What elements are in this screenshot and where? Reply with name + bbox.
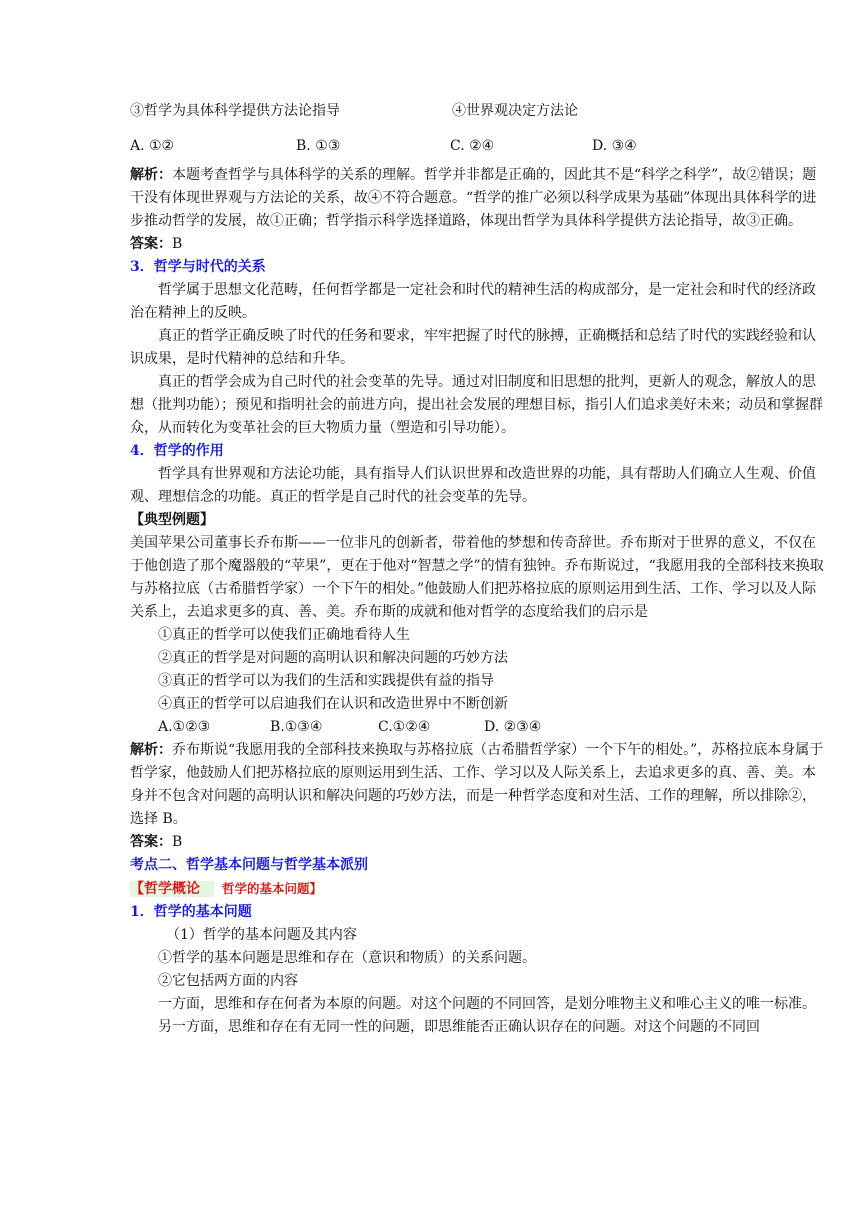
q1-options-row bbox=[130, 135, 825, 158]
kp2-content-1: ①哲学的基本问题是思维和存在（意识和物质）的关系问题。 bbox=[158, 950, 536, 966]
q1-option-b: B. ①③ bbox=[296, 138, 341, 154]
kp2-heading: 考点二、哲学基本问题与哲学基本派别 bbox=[130, 857, 368, 873]
q1-answer bbox=[130, 233, 825, 256]
q1-option-c: C. ②④ bbox=[450, 138, 495, 154]
q1-statement-3: ③哲学为具体科学提供方法论指导 bbox=[130, 103, 340, 119]
example-options-row bbox=[130, 716, 825, 739]
section-3-paragraph-1: 哲学属于思想文化范畴，任何哲学都是一定社会和时代的精神生活的构成部分，是一定社会和时代的经济政治在精神上的反映。 bbox=[130, 282, 816, 321]
q1-analysis-text: 本题考查哲学与具体科学的关系的理解。哲学并非都是正确的，因此其不是“科学之科学”，故②错误；题干没有体现世界观与方法论的关系，故④不符合题意。“哲学的推广必须以科学成果为基础”体现出具体科学的进步推动哲学的发展，故①正确；哲学指示科学选择道路，体现出哲学为具体科学提供方法论指导，故③正确。 bbox=[130, 167, 817, 229]
example-answer-label: 答案： bbox=[130, 834, 172, 850]
section-3-heading: 3．哲学与时代的关系 bbox=[130, 259, 266, 275]
example-analysis bbox=[130, 739, 825, 831]
example-analysis-text: 乔布斯说“我愿用我的全部科技来换取与苏格拉底（古希腊哲学家）一个下午的相处。”，苏格拉底本身属于哲学家，他鼓励人们把苏格拉底的原则运用到生活、工作、学习以及人际关系上，去追求更多的真、善、美。本身并不包含对问题的高明认识和解决问题的巧妙方法，而是一种哲学态度和对生活、工作的理解，所以排除②，选择 B。 bbox=[130, 742, 824, 827]
example-statement-2: ②真正的哲学是对问题的高明认识和解决问题的巧妙方法 bbox=[158, 650, 508, 666]
example-heading: 【典型例题】 bbox=[130, 512, 214, 528]
section-4-heading: 4．哲学的作用 bbox=[130, 443, 224, 459]
kp2-paragraph-2: 另一方面，思维和存在有无同一性的问题，即思维能否正确认识存在的问题。对这个问题的不同回 bbox=[158, 1019, 760, 1035]
q1-statement-4: ④世界观决定方法论 bbox=[452, 103, 578, 119]
kp2-content-2: ②它包括两方面的内容 bbox=[158, 973, 298, 989]
kp2-paragraph-1: 一方面，思维和存在何者为本原的问题。对这个问题的不同回答，是划分唯物主义和唯心主义的唯一标准。 bbox=[158, 996, 816, 1012]
example-option-b: B.①③④ bbox=[270, 719, 323, 735]
q1-analysis-label: 解析： bbox=[130, 167, 172, 183]
example-statement-1: ①真正的哲学可以使我们正确地看待人生 bbox=[158, 627, 410, 643]
example-statement-3: ③真正的哲学可以为我们的生活和实践提供有益的指导 bbox=[158, 673, 494, 689]
example-option-c: C.①②④ bbox=[378, 719, 431, 735]
example-answer bbox=[130, 831, 825, 854]
section-4-paragraph-1: 哲学具有世界观和方法论功能，具有指导人们认识世界和改造世界的功能，具有帮助人们确立人生观、价值观、理想信念的功能。真正的哲学是自己时代的社会变革的先导。 bbox=[130, 466, 816, 505]
kp2-tag bbox=[130, 877, 825, 901]
q1-statements-row bbox=[130, 100, 825, 123]
document-page bbox=[130, 100, 825, 1039]
example-analysis-label: 解析： bbox=[130, 742, 172, 758]
q1-option-d: D. ③④ bbox=[592, 138, 637, 154]
q1-answer-value: B bbox=[172, 236, 183, 252]
example-statement-4: ④真正的哲学可以启迪我们在认识和改造世界中不断创新 bbox=[158, 696, 508, 712]
q1-answer-label: 答案： bbox=[130, 236, 172, 252]
kp2-subheading-1: 1．哲学的基本问题 bbox=[130, 904, 252, 920]
example-answer-value: B bbox=[172, 834, 183, 850]
kp2-sub-1: （1）哲学的基本问题及其内容 bbox=[166, 927, 357, 943]
example-option-a: A.①②③ bbox=[158, 719, 211, 735]
section-3-paragraph-3: 真正的哲学会成为自己时代的社会变革的先导。通过对旧制度和旧思想的批判，更新人的观念，解放人的思想（批判功能）；预见和指明社会的前进方向，提出社会发展的理想目标，指引人们追求美好未来；动员和掌握群众，从而转化为变革社会的巨大物质力量（塑造和引导功能）。 bbox=[130, 374, 823, 436]
section-3-paragraph-2: 真正的哲学正确反映了时代的任务和要求，牢牢把握了时代的脉搏，正确概括和总结了时代的实践经验和认识成果，是时代精神的总结和升华。 bbox=[130, 328, 816, 367]
q1-option-a: A. ①② bbox=[130, 138, 175, 154]
kp2-tag-sub: 哲学的基本问题】 bbox=[222, 881, 323, 896]
example-stem: 美国苹果公司董事长乔布斯——一位非凡的创新者，带着他的梦想和传奇辞世。乔布斯对于世界的意义，不仅在于他创造了那个魔器般的“苹果”，更在于他对“智慧之学”的情有独钟。乔布斯说过，“我愿用我的全部科技来换取与苏格拉底（古希腊哲学家）一个下午的相处。”他鼓励人们把苏格拉底的原则运用到生活、工作、学习以及人际关系上，去追求更多的真、善、美。乔布斯的成就和他对哲学的态度给我们的启示是 bbox=[130, 535, 824, 620]
q1-analysis bbox=[130, 164, 825, 233]
example-option-d: D. ②③④ bbox=[484, 719, 542, 735]
kp2-tag-open: 【哲学概论 bbox=[130, 881, 200, 897]
